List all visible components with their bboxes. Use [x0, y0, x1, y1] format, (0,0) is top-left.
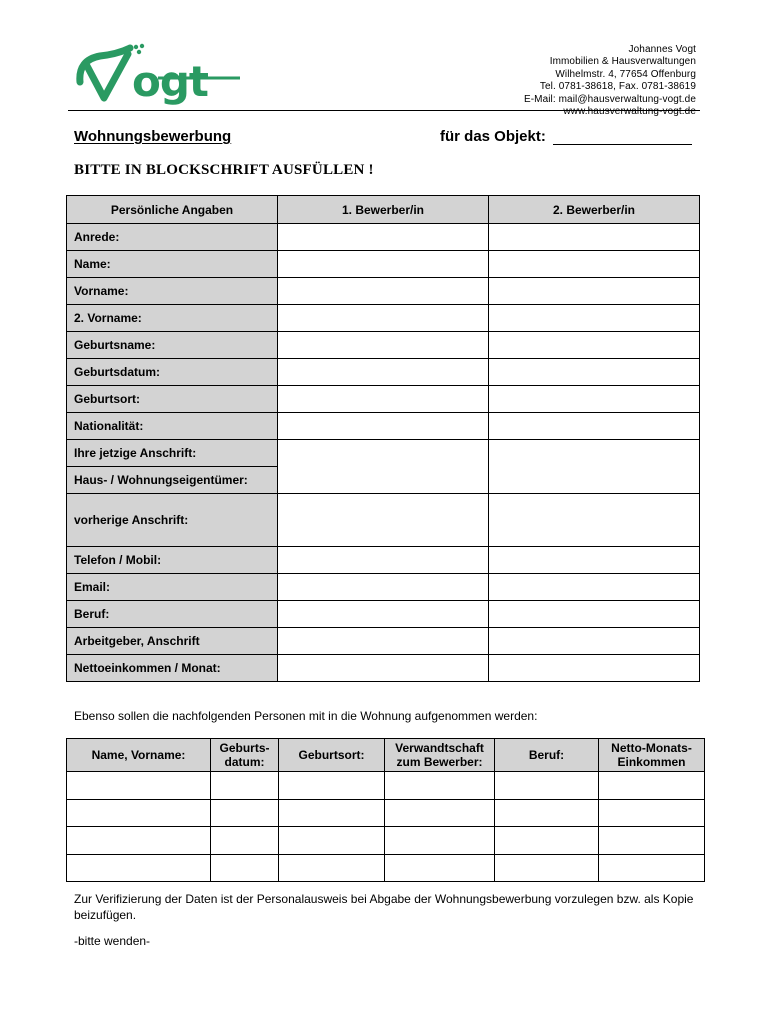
household-cell[interactable]	[599, 799, 705, 827]
household-cell[interactable]	[211, 827, 279, 855]
applicant-1-field[interactable]	[278, 332, 489, 359]
table-row	[67, 655, 700, 682]
turn-over-note: -bitte wenden-	[74, 934, 151, 948]
applicants-table	[66, 195, 700, 682]
applicant-1-field[interactable]	[278, 574, 489, 601]
household-cell[interactable]	[67, 854, 211, 882]
row-label-owner: Haus- / Wohnungseigentümer:	[67, 467, 278, 494]
applicant-1-field[interactable]	[278, 413, 489, 440]
household-cell[interactable]	[211, 772, 279, 800]
applicant-2-field[interactable]	[489, 386, 700, 413]
header-net-income-text: Netto-Monats- Einkommen	[611, 741, 692, 769]
header-divider	[68, 110, 700, 111]
table-row	[67, 305, 700, 332]
company-street: Wilhelmstr. 4, 77654 Offenburg	[555, 68, 696, 80]
household-cell[interactable]	[67, 772, 211, 800]
row-label-first-name: Vorname:	[67, 278, 278, 305]
household-cell[interactable]	[599, 827, 705, 855]
applicant-1-field[interactable]	[278, 601, 489, 628]
table-row	[67, 332, 700, 359]
table-row	[67, 799, 705, 827]
row-label-employer: Arbeitgeber, Anschrift	[67, 628, 278, 655]
household-intro: Ebenso sollen die nachfolgenden Personen mit in die Wohnung aufgenommen werden:	[74, 709, 538, 723]
table-row	[67, 574, 700, 601]
table-row	[67, 224, 700, 251]
row-label-phone: Telefon / Mobil:	[67, 547, 278, 574]
company-email: E-Mail: mail@hausverwaltung-vogt.de	[523, 93, 696, 105]
company-business: Immobilien & Hausverwaltungen	[549, 56, 696, 68]
verification-note: Zur Verifizierung der Daten ist der Personalausweis bei Abgabe der Wohnungsbewerbung vorzulegen bzw. als Kopie beizufügen.	[74, 892, 694, 922]
applicant-2-field[interactable]	[489, 413, 700, 440]
table-row	[67, 772, 705, 800]
household-table	[66, 738, 705, 882]
household-cell[interactable]	[599, 854, 705, 882]
header-birth-place: Geburtsort:	[279, 739, 385, 772]
company-website: www.hausverwaltung-vogt.de	[563, 106, 696, 118]
applicant-1-field[interactable]	[278, 305, 489, 332]
household-cell[interactable]	[495, 854, 599, 882]
row-label-salutation: Anrede:	[67, 224, 278, 251]
household-cell[interactable]	[599, 772, 705, 800]
applicant-1-field[interactable]	[278, 628, 489, 655]
applicant-2-field[interactable]	[489, 278, 700, 305]
household-cell[interactable]	[495, 799, 599, 827]
row-label-current-address: Ihre jetzige Anschrift:	[67, 440, 278, 467]
applicant-1-field[interactable]	[278, 278, 489, 305]
company-name: Johannes Vogt	[628, 44, 696, 55]
header-occupation: Beruf:	[495, 739, 599, 772]
row-label-second-first-name: 2. Vorname:	[67, 305, 278, 332]
applicant-2-field[interactable]	[489, 601, 700, 628]
table-row	[67, 413, 700, 440]
row-label-previous-address: vorherige Anschrift:	[67, 494, 278, 547]
applicant-2-field[interactable]	[489, 359, 700, 386]
household-cell[interactable]	[279, 772, 385, 800]
table-row	[67, 547, 700, 574]
block-letters-notice: BITTE IN BLOCKSCHRIFT AUSFÜLLEN !	[74, 162, 374, 178]
applicant-1-field[interactable]	[278, 386, 489, 413]
applicant-1-field[interactable]	[278, 547, 489, 574]
applicant-1-field[interactable]	[278, 224, 489, 251]
applicant-2-field[interactable]	[489, 494, 700, 547]
household-header-row	[67, 739, 705, 772]
household-cell[interactable]	[211, 799, 279, 827]
applicant-2-field[interactable]	[489, 251, 700, 278]
household-cell[interactable]	[385, 854, 495, 882]
row-label-nationality: Nationalität:	[67, 413, 278, 440]
applicant-1-field[interactable]	[278, 359, 489, 386]
header-birth-date	[211, 739, 279, 772]
company-address	[524, 44, 696, 118]
header-birth-date-text: Geburts- datum:	[219, 741, 270, 769]
table-row	[67, 278, 700, 305]
applicant-1-field[interactable]	[278, 655, 489, 682]
object-input-line[interactable]	[553, 144, 692, 145]
table-row	[67, 494, 700, 547]
applicant-2-field[interactable]	[489, 574, 700, 601]
household-cell[interactable]	[385, 799, 495, 827]
table-row	[67, 359, 700, 386]
household-cell[interactable]	[385, 772, 495, 800]
table-row	[67, 628, 700, 655]
household-cell[interactable]	[67, 799, 211, 827]
table-row	[67, 440, 700, 467]
household-cell[interactable]	[211, 854, 279, 882]
household-cell[interactable]	[279, 827, 385, 855]
table-row	[67, 854, 705, 882]
header-relationship-text: Verwandtschaft zum Bewerber:	[395, 741, 484, 769]
row-label-birth-name: Geburtsname:	[67, 332, 278, 359]
table-row	[67, 601, 700, 628]
applicant-2-field[interactable]	[489, 332, 700, 359]
household-cell[interactable]	[279, 799, 385, 827]
applicant-2-field[interactable]	[489, 628, 700, 655]
document-title: Wohnungsbewerbung	[74, 128, 232, 145]
applicant-2-field[interactable]	[489, 547, 700, 574]
header-applicant-1: 1. Bewerber/in	[278, 196, 489, 224]
row-label-net-income: Nettoeinkommen / Monat:	[67, 655, 278, 682]
vogt-logo	[70, 42, 245, 108]
row-label-email: Email:	[67, 574, 278, 601]
household-cell[interactable]	[279, 854, 385, 882]
applicant-2-field[interactable]	[489, 655, 700, 682]
household-cell[interactable]	[495, 827, 599, 855]
applicant-2-field[interactable]	[489, 224, 700, 251]
row-label-occupation: Beruf:	[67, 601, 278, 628]
household-cell[interactable]	[67, 827, 211, 855]
svg-text:ogt: ogt	[132, 57, 208, 106]
header-relationship	[385, 739, 495, 772]
row-label-name: Name:	[67, 251, 278, 278]
row-label-birth-date: Geburtsdatum:	[67, 359, 278, 386]
applicant-1-field[interactable]	[278, 494, 489, 547]
object-label: für das Objekt:	[440, 128, 546, 145]
table-row	[67, 827, 705, 855]
applicant-2-field[interactable]	[489, 305, 700, 332]
applicant-1-field[interactable]	[278, 440, 489, 494]
household-cell[interactable]	[495, 772, 599, 800]
table-row	[67, 386, 700, 413]
header-name: Name, Vorname:	[67, 739, 211, 772]
header-applicant-2: 2. Bewerber/in	[489, 196, 700, 224]
table-row	[67, 251, 700, 278]
applicant-2-field[interactable]	[489, 440, 700, 494]
header-net-income	[599, 739, 705, 772]
row-label-birth-place: Geburtsort:	[67, 386, 278, 413]
company-phone: Tel. 0781-38618, Fax. 0781-38619	[539, 81, 696, 93]
header-personal-data: Persönliche Angaben	[67, 196, 278, 224]
household-cell[interactable]	[385, 827, 495, 855]
applicant-1-field[interactable]	[278, 251, 489, 278]
applicants-header-row	[67, 196, 700, 224]
